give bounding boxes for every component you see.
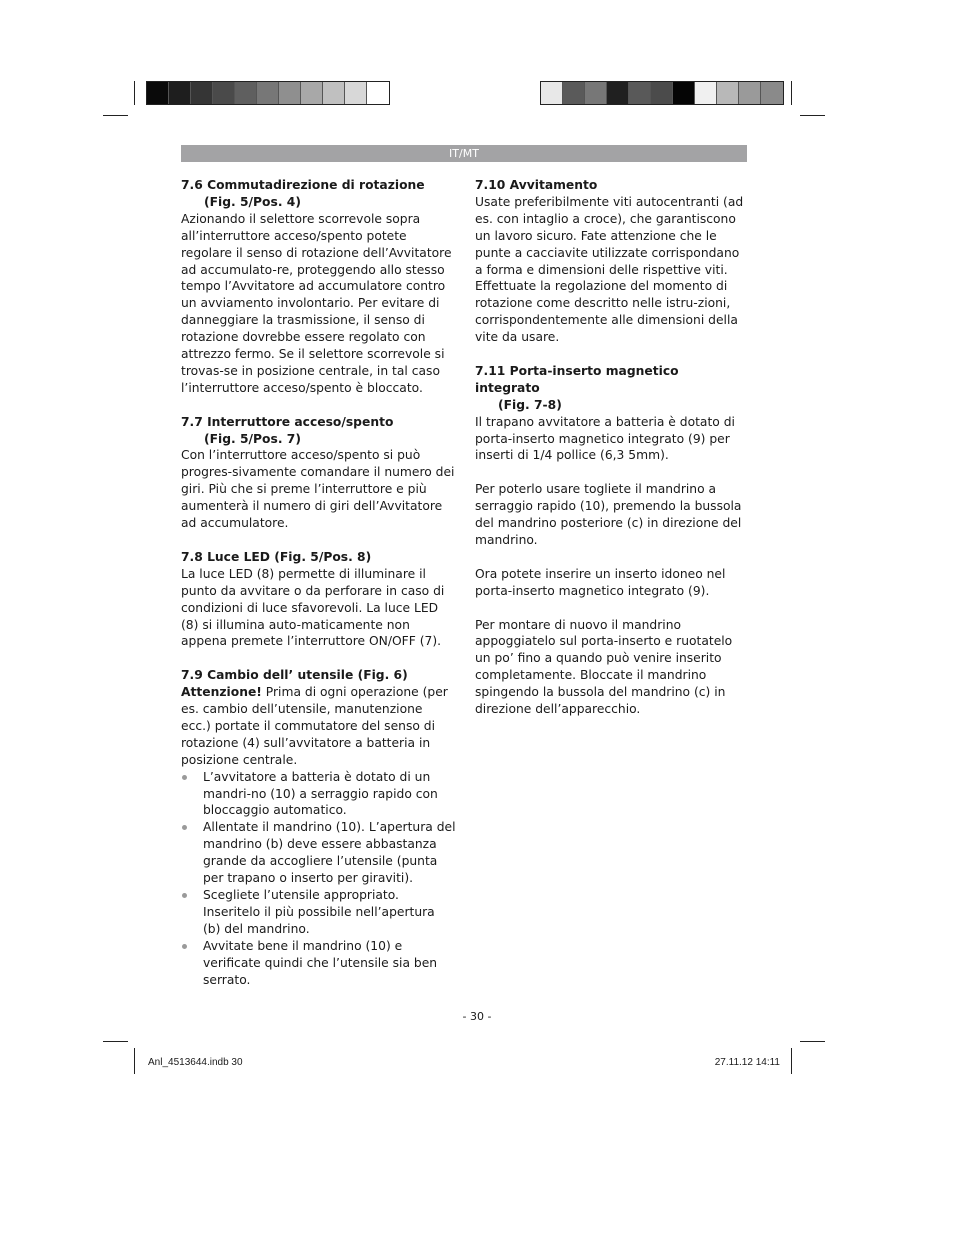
color-swatch <box>607 82 629 104</box>
color-swatch <box>345 82 367 104</box>
section-subtitle: (Fig. 5/Pos. 7) <box>204 431 301 446</box>
crop-mark <box>791 81 792 105</box>
crop-mark <box>800 1041 825 1042</box>
list-item: Allentate il mandrino (10). L’apertura del mandrino (b) deve essere abbastanza grande da accogliere l’utensile (punta per trapano o inserto per giraviti). <box>181 819 456 887</box>
color-swatch <box>761 82 783 104</box>
section-7-7 <box>181 414 456 532</box>
right-column <box>475 177 747 735</box>
color-swatch <box>301 82 323 104</box>
attention-text: Prima di ogni operazione (per es. cambio dell’utensile, manutenzione ecc.) portate il commutatore del senso di rotazione (4) sull’avvitatore a batteria in posizione centrale. <box>181 685 448 767</box>
page-number: - 30 - <box>462 1010 492 1023</box>
bullet-list <box>181 769 456 989</box>
color-bar-left <box>146 81 390 105</box>
section-7-11 <box>475 363 747 718</box>
section-body: Con l’interruttore acceso/spento si può progres-sivamente comandare il numero dei giri. Più che si preme l’interruttore e più aumenterà il numero di giri dell’Avvitatore ad accumulatore. <box>181 448 455 531</box>
color-swatch <box>323 82 345 104</box>
print-date-info: 27.11.12 14:11 <box>714 1057 780 1068</box>
crop-mark <box>800 115 825 116</box>
section-title: 7.9 Cambio dell’ utensile (Fig. 6) <box>181 668 408 683</box>
color-swatch <box>213 82 235 104</box>
color-swatch <box>257 82 279 104</box>
color-swatch <box>279 82 301 104</box>
color-swatch <box>235 82 257 104</box>
color-swatch <box>629 82 651 104</box>
section-title: 7.11 Porta-inserto magnetico integrato <box>475 363 679 395</box>
crop-mark <box>791 1048 792 1074</box>
section-7-10 <box>475 177 747 346</box>
left-column <box>181 177 456 1005</box>
section-body: Usate preferibilmente viti autocentranti (ad es. con intaglio a croce), che garantiscono un lavoro sicuro. Fate attenzione che le punte a cacciavite utilizzate corrispondano a forma e dimensioni delle rispettive viti. Effettuate la regolazione del momento di rotazione come descritto nelle istru-zioni, corrispondentemente alle dimensioni della vite da usare. <box>475 194 744 345</box>
section-7-8 <box>181 549 456 650</box>
paragraph: Per poterlo usare togliete il mandrino a serraggio rapido (10), premendo la bussola del mandrino posteriore (c) in direzione del mandrino. <box>475 482 742 547</box>
list-item: L’avvitatore a batteria è dotato di un mandri-no (10) a serraggio rapido con bloccaggio automatico. <box>181 769 456 820</box>
crop-mark <box>103 115 128 116</box>
print-file-info: Anl_4513644.indb 30 <box>148 1057 243 1068</box>
section-title: 7.8 Luce LED (Fig. 5/Pos. 8) <box>181 549 372 564</box>
section-title: 7.10 Avvitamento <box>475 178 598 192</box>
color-swatch <box>191 82 213 104</box>
section-body: Azionando il selettore scorrevole sopra all’interruttore acceso/spento potete regolare il senso di rotazione dell’Avvitatore ad accumulato-re, proteggendo allo stesso tempo l’Avvitatore ad accumulatore contro un avviamento involontario. Per evitare di danneggiare la trasmissione, il senso di rotazione dovrebbe essere regolato con attrezzo fermo. Se il selettore scorrevole si trovas-se in posizione centrale, in tal caso l’interruttore acceso/spento è bloccato. <box>181 211 452 395</box>
color-swatch <box>541 82 563 104</box>
paragraph: Il trapano avvitatore a batteria è dotato di porta-inserto magnetico integrato (9) per inserti di 1/4 pollice (6,3 5mm). <box>475 414 735 463</box>
color-swatch <box>717 82 739 104</box>
paragraph: Per montare di nuovo il mandrino appoggiatelo sul porta-inserto e ruotatelo un po’ fino a quando può venire inserito completamente. Bloccate il mandrino spingendo la bussola del mandrino (c) in direzione dell’apparecchio. <box>475 617 733 717</box>
section-subtitle: (Fig. 5/Pos. 4) <box>204 194 301 209</box>
color-swatch <box>147 82 169 104</box>
color-swatch <box>651 82 673 104</box>
color-bar-right <box>540 81 784 105</box>
crop-mark <box>134 81 135 105</box>
color-swatch <box>563 82 585 104</box>
color-swatch <box>673 82 695 104</box>
section-body: La luce LED (8) permette di illuminare il punto da avvitare o da perforare in caso di condizioni di luce sfavorevoli. La luce LED (8) si illumina auto-maticamente non appena premete l’interruttore ON/OFF (7). <box>181 566 445 649</box>
section-subtitle: (Fig. 7-8) <box>498 397 562 412</box>
attention-label: Attenzione! <box>181 685 262 700</box>
section-7-9 <box>181 667 456 988</box>
color-swatch <box>739 82 761 104</box>
crop-mark <box>103 1041 128 1042</box>
section-7-6 <box>181 177 456 397</box>
color-swatch <box>695 82 717 104</box>
color-swatch <box>367 82 389 104</box>
color-swatch <box>585 82 607 104</box>
section-heading <box>475 363 747 414</box>
section-heading <box>181 177 456 211</box>
paragraph: Ora potete inserire un inserto idoneo nel porta-inserto magnetico integrato (9). <box>475 566 726 598</box>
section-heading <box>181 414 456 448</box>
list-item: Scegliete l’utensile appropriato. Inseritelo il più possibile nell’apertura (b) del mandrino. <box>181 887 456 938</box>
crop-mark <box>134 1048 135 1074</box>
list-item: Avvitate bene il mandrino (10) e verificate quindi che l’utensile sia ben serrato. <box>181 938 456 989</box>
color-swatch <box>169 82 191 104</box>
section-title: 7.7 Interruttore acceso/spento <box>181 414 394 429</box>
section-title: 7.6 Commutadirezione di rotazione <box>181 178 425 192</box>
section-body <box>181 684 456 769</box>
language-header: IT/MT <box>181 145 747 162</box>
